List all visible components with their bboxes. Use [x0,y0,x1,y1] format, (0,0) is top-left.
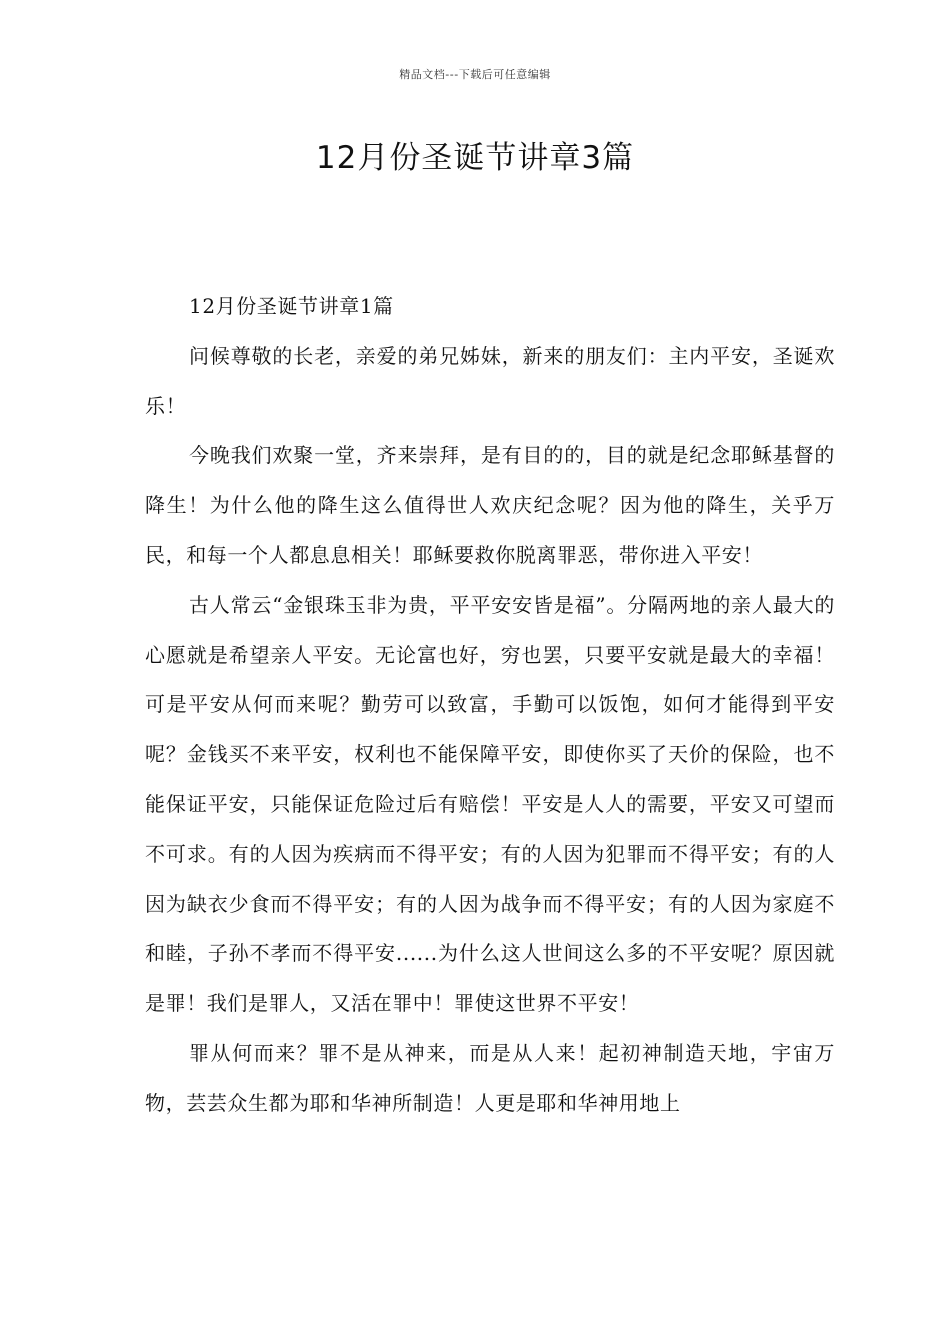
paragraph-peace: 古人常云“金银珠玉非为贵，平平安安皆是福”。分隔两地的亲人最大的心愿就是希望亲人平安。无论富也好，穷也罢，只要平安就是最大的幸福！可是平安从何而来呢？勤劳可以致富，手勤可以饭饱，如何才能得到平安呢？金钱买不来平安，权利也不能保障平安，即使你买了天价的保险，也不能保证平安，只能保证危险过后有赔偿！平安是人人的需要，平安又可望而不可求。有的人因为疾病而不得平安；有的人因为犯罪而不得平安；有的人因为缺衣少食而不得平安；有的人因为战争而不得平安；有的人因为家庭不和睦，子孙不孝而不得平安......为什么这人世间这么多的不平安呢？原因就是罪！我们是罪人，又活在罪中！罪使这世界不平安！ [145,592,835,1016]
document-body [145,282,835,1129]
header-note: 精品文档---下载后可任意编辑 [399,68,551,81]
section-heading: 12月份圣诞节讲章1篇 [189,294,394,318]
paragraph-greeting: 问候尊敬的长老，亲爱的弟兄姊妹，新来的朋友们：主内平安，圣诞欢乐！ [145,343,835,418]
paragraph-sin-origin: 罪从何而来？罪不是从神来，而是从人来！起初神制造天地，宇宙万物，芸芸众生都为耶和华神所制造！人更是耶和华神用地上 [145,1040,835,1115]
paragraph-purpose: 今晚我们欢聚一堂，齐来崇拜，是有目的的，目的就是纪念耶稣基督的降生！为什么他的降生这么值得世人欢庆纪念呢？因为他的降生，关乎万民，和每一个人都息息相关！耶稣要救你脱离罪恶，带你进入平安！ [145,443,835,567]
document-title: 12月份圣诞节讲章3篇 [315,140,635,176]
